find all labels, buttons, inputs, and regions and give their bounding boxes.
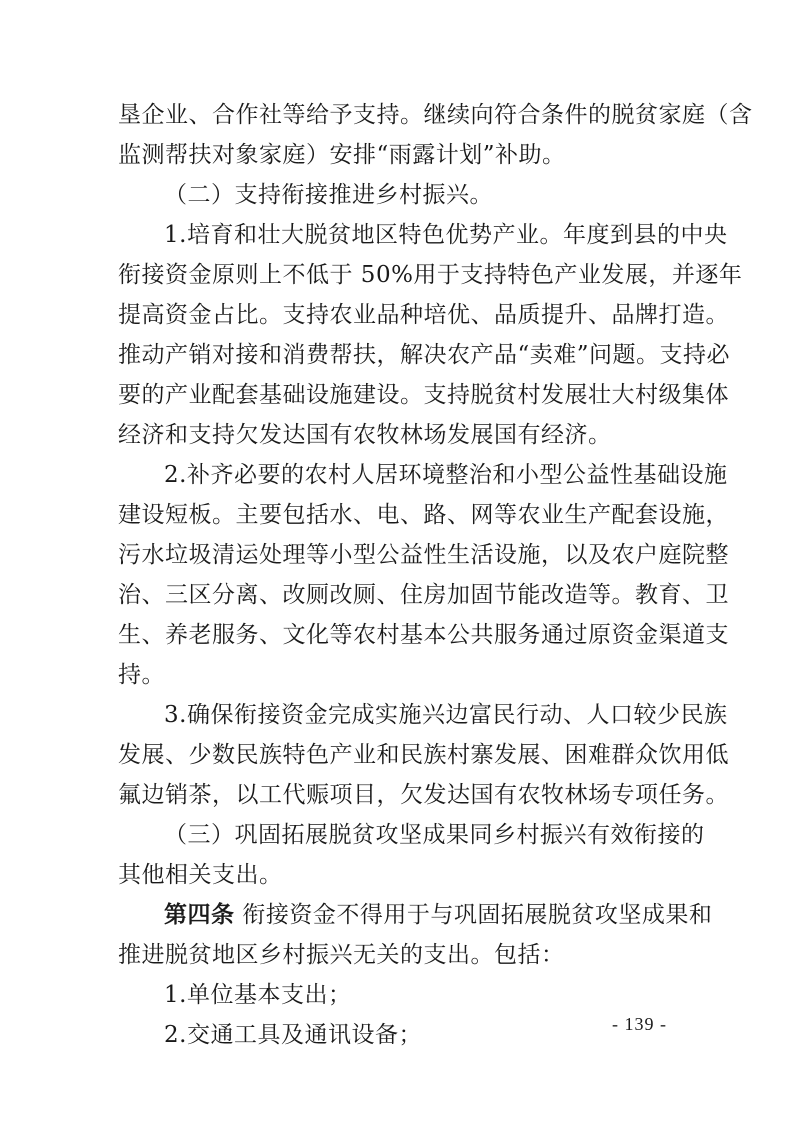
text-line-13: 治、三区分离、改厕改厕、住房加固节能改造等。教育、卫 (118, 582, 729, 608)
text-line-14: 生、养老服务、文化等农村基本公共服务通过原资金渠道支 (118, 622, 729, 648)
page-number: - 139 - (612, 1014, 667, 1034)
text-line-18: 氟边销茶，以工代赈项目，欠发达国有农牧林场专项任务。 (118, 782, 729, 808)
text-line-1: 垦企业、合作社等给予支持。继续向符合条件的脱贫家庭（含 (118, 102, 753, 128)
text-line-6: 提高资金占比。支持农业品种培优、品质提升、品牌打造。 (118, 302, 729, 328)
text-line-11: 建设短板。主要包括水、电、路、网等农业生产配套设施， (118, 502, 729, 528)
text-line-22: 推进脱贫地区乡村振兴无关的支出。包括： (118, 942, 565, 968)
list-item-1: 1.单位基本支出； (164, 982, 352, 1008)
text-line-5: 衔接资金原则上不低于 50%用于支持特色产业发展，并逐年 (118, 262, 743, 288)
section-heading-2: （二）支持衔接推进乡村振兴。 (164, 182, 493, 208)
list-item-2: 2.交通工具及通讯设备； (164, 1022, 422, 1048)
text-line-15: 持。 (118, 662, 165, 688)
text-line-16: 3.确保衔接资金完成实施兴边富民行动、人口较少民族 (164, 702, 728, 728)
article-line (164, 900, 713, 930)
text-line-9: 经济和支持欠发达国有农牧林场发展国有经济。 (118, 422, 612, 448)
text-line-7: 推动产销对接和消费帮扶，解决农产品“卖难”问题。支持必 (118, 342, 731, 368)
text-line-2: 监测帮扶对象家庭）安排“雨露计划”补助。 (118, 142, 566, 168)
text-line-8: 要的产业配套基础设施建设。支持脱贫村发展壮大村级集体 (118, 382, 729, 408)
text-line-12: 污水垃圾清运处理等小型公益性生活设施，以及农户庭院整 (118, 542, 729, 568)
text-line-10: 2.补齐必要的农村人居环境整治和小型公益性基础设施 (164, 462, 728, 488)
text-line-17: 发展、少数民族特色产业和民族村寨发展、困难群众饮用低 (118, 742, 729, 768)
text-line-4: 1.培育和壮大脱贫地区特色优势产业。年度到县的中央 (164, 222, 728, 248)
article-text: 衔接资金不得用于与巩固拓展脱贫攻坚成果和 (242, 902, 713, 928)
article-label: 第四条 (164, 901, 235, 928)
section-heading-3: （三）巩固拓展脱贫攻坚成果同乡村振兴有效衔接的 (164, 822, 705, 848)
text-line-20: 其他相关支出。 (118, 862, 283, 888)
